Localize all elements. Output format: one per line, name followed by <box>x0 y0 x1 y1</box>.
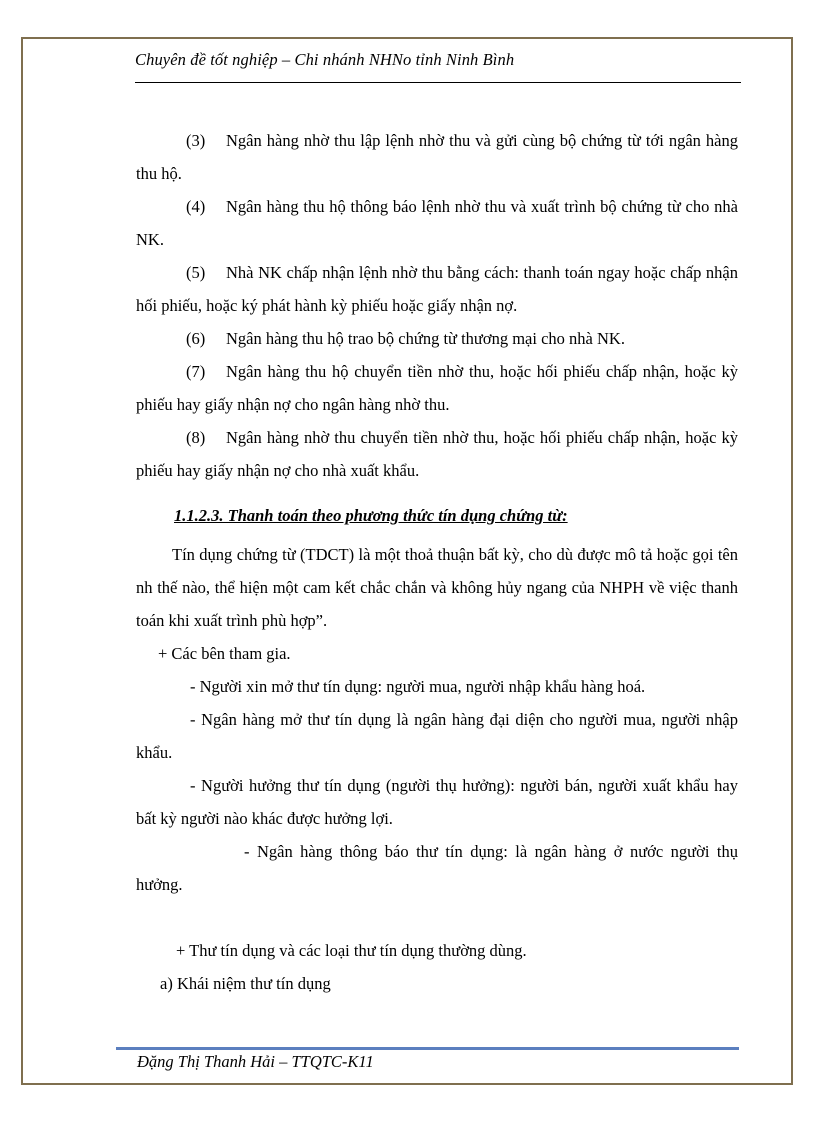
list-item <box>136 322 738 355</box>
page-footer: Đặng Thị Thanh Hải – TTQTC-K11 <box>137 1052 374 1071</box>
section-heading: 1.1.2.3. Thanh toán theo phương thức tín dụng chứng từ: <box>174 506 568 525</box>
item-number: (5) <box>186 263 206 282</box>
header-divider <box>135 82 741 83</box>
item-number: (3) <box>186 131 206 150</box>
item-text: Ngân hàng thu hộ thông báo lệnh nhờ thu và xuất trình bộ chứng từ cho nhà NK. <box>136 197 738 249</box>
list-item <box>136 421 738 487</box>
party-item: - Người xin mở thư tín dụng: người mua, người nhập khẩu hàng hoá. <box>190 677 646 696</box>
party-item: - Ngân hàng mở thư tín dụng là ngân hàng đại diện cho người mua, người nhập khẩu. <box>136 710 738 762</box>
item-text: Ngân hàng nhờ thu chuyển tiền nhờ thu, hoặc hối phiếu chấp nhận, hoặc kỳ phiếu hay giấy nhận nợ cho nhà xuất khẩu. <box>136 428 738 480</box>
lc-heading: + Thư tín dụng và các loại thư tín dụng thường dùng. <box>176 941 527 960</box>
item-text: Ngân hàng nhờ thu lập lệnh nhờ thu và gửi cùng bộ chứng từ tới ngân hàng thu hộ. <box>136 131 738 183</box>
item-number: (8) <box>186 428 206 447</box>
list-item <box>136 190 738 256</box>
item-number: (4) <box>186 197 206 216</box>
list-item <box>136 355 738 421</box>
list-item <box>136 256 738 322</box>
spacer <box>136 901 738 934</box>
document-body <box>136 124 738 1000</box>
item-number: (7) <box>186 362 206 381</box>
intro-paragraph: Tín dụng chứng từ (TDCT) là một thoả thuận bất kỳ, cho dù được mô tả hoặc gọi tên nh thế nào, thể hiện một cam kết chắc chắn và không hủy ngang của NHPH về việc thanh toán khi xuất trình phù hợp”. <box>136 545 738 630</box>
party-item: - Người hưởng thư tín dụng (người thụ hưởng): người bán, người xuất khẩu hay bất kỳ người nào khác được hưởng lợi. <box>136 776 738 828</box>
item-text: Nhà NK chấp nhận lệnh nhờ thu bằng cách: thanh toán ngay hoặc chấp nhận hối phiếu, hoặc ký phát hành kỳ phiếu hoặc giấy nhận nợ. <box>136 263 738 315</box>
parties-heading: + Các bên tham gia. <box>158 644 291 663</box>
list-item <box>136 124 738 190</box>
subsection-a: a) Khái niệm thư tín dụng <box>160 974 331 993</box>
page-header: Chuyên đề tốt nghiệp – Chi nhánh NHNo tỉnh Ninh Bình <box>135 50 515 69</box>
item-text: Ngân hàng thu hộ chuyển tiền nhờ thu, hoặc hối phiếu chấp nhận, hoặc kỳ phiếu hay giấy nhận nợ cho ngân hàng nhờ thu. <box>136 362 738 414</box>
item-text: Ngân hàng thu hộ trao bộ chứng từ thương mại cho nhà NK. <box>226 329 625 348</box>
party-item: - Ngân hàng thông báo thư tín dụng: là ngân hàng ở nước người thụ hưởng. <box>136 842 738 894</box>
item-number: (6) <box>186 329 206 348</box>
footer-divider <box>116 1047 739 1050</box>
